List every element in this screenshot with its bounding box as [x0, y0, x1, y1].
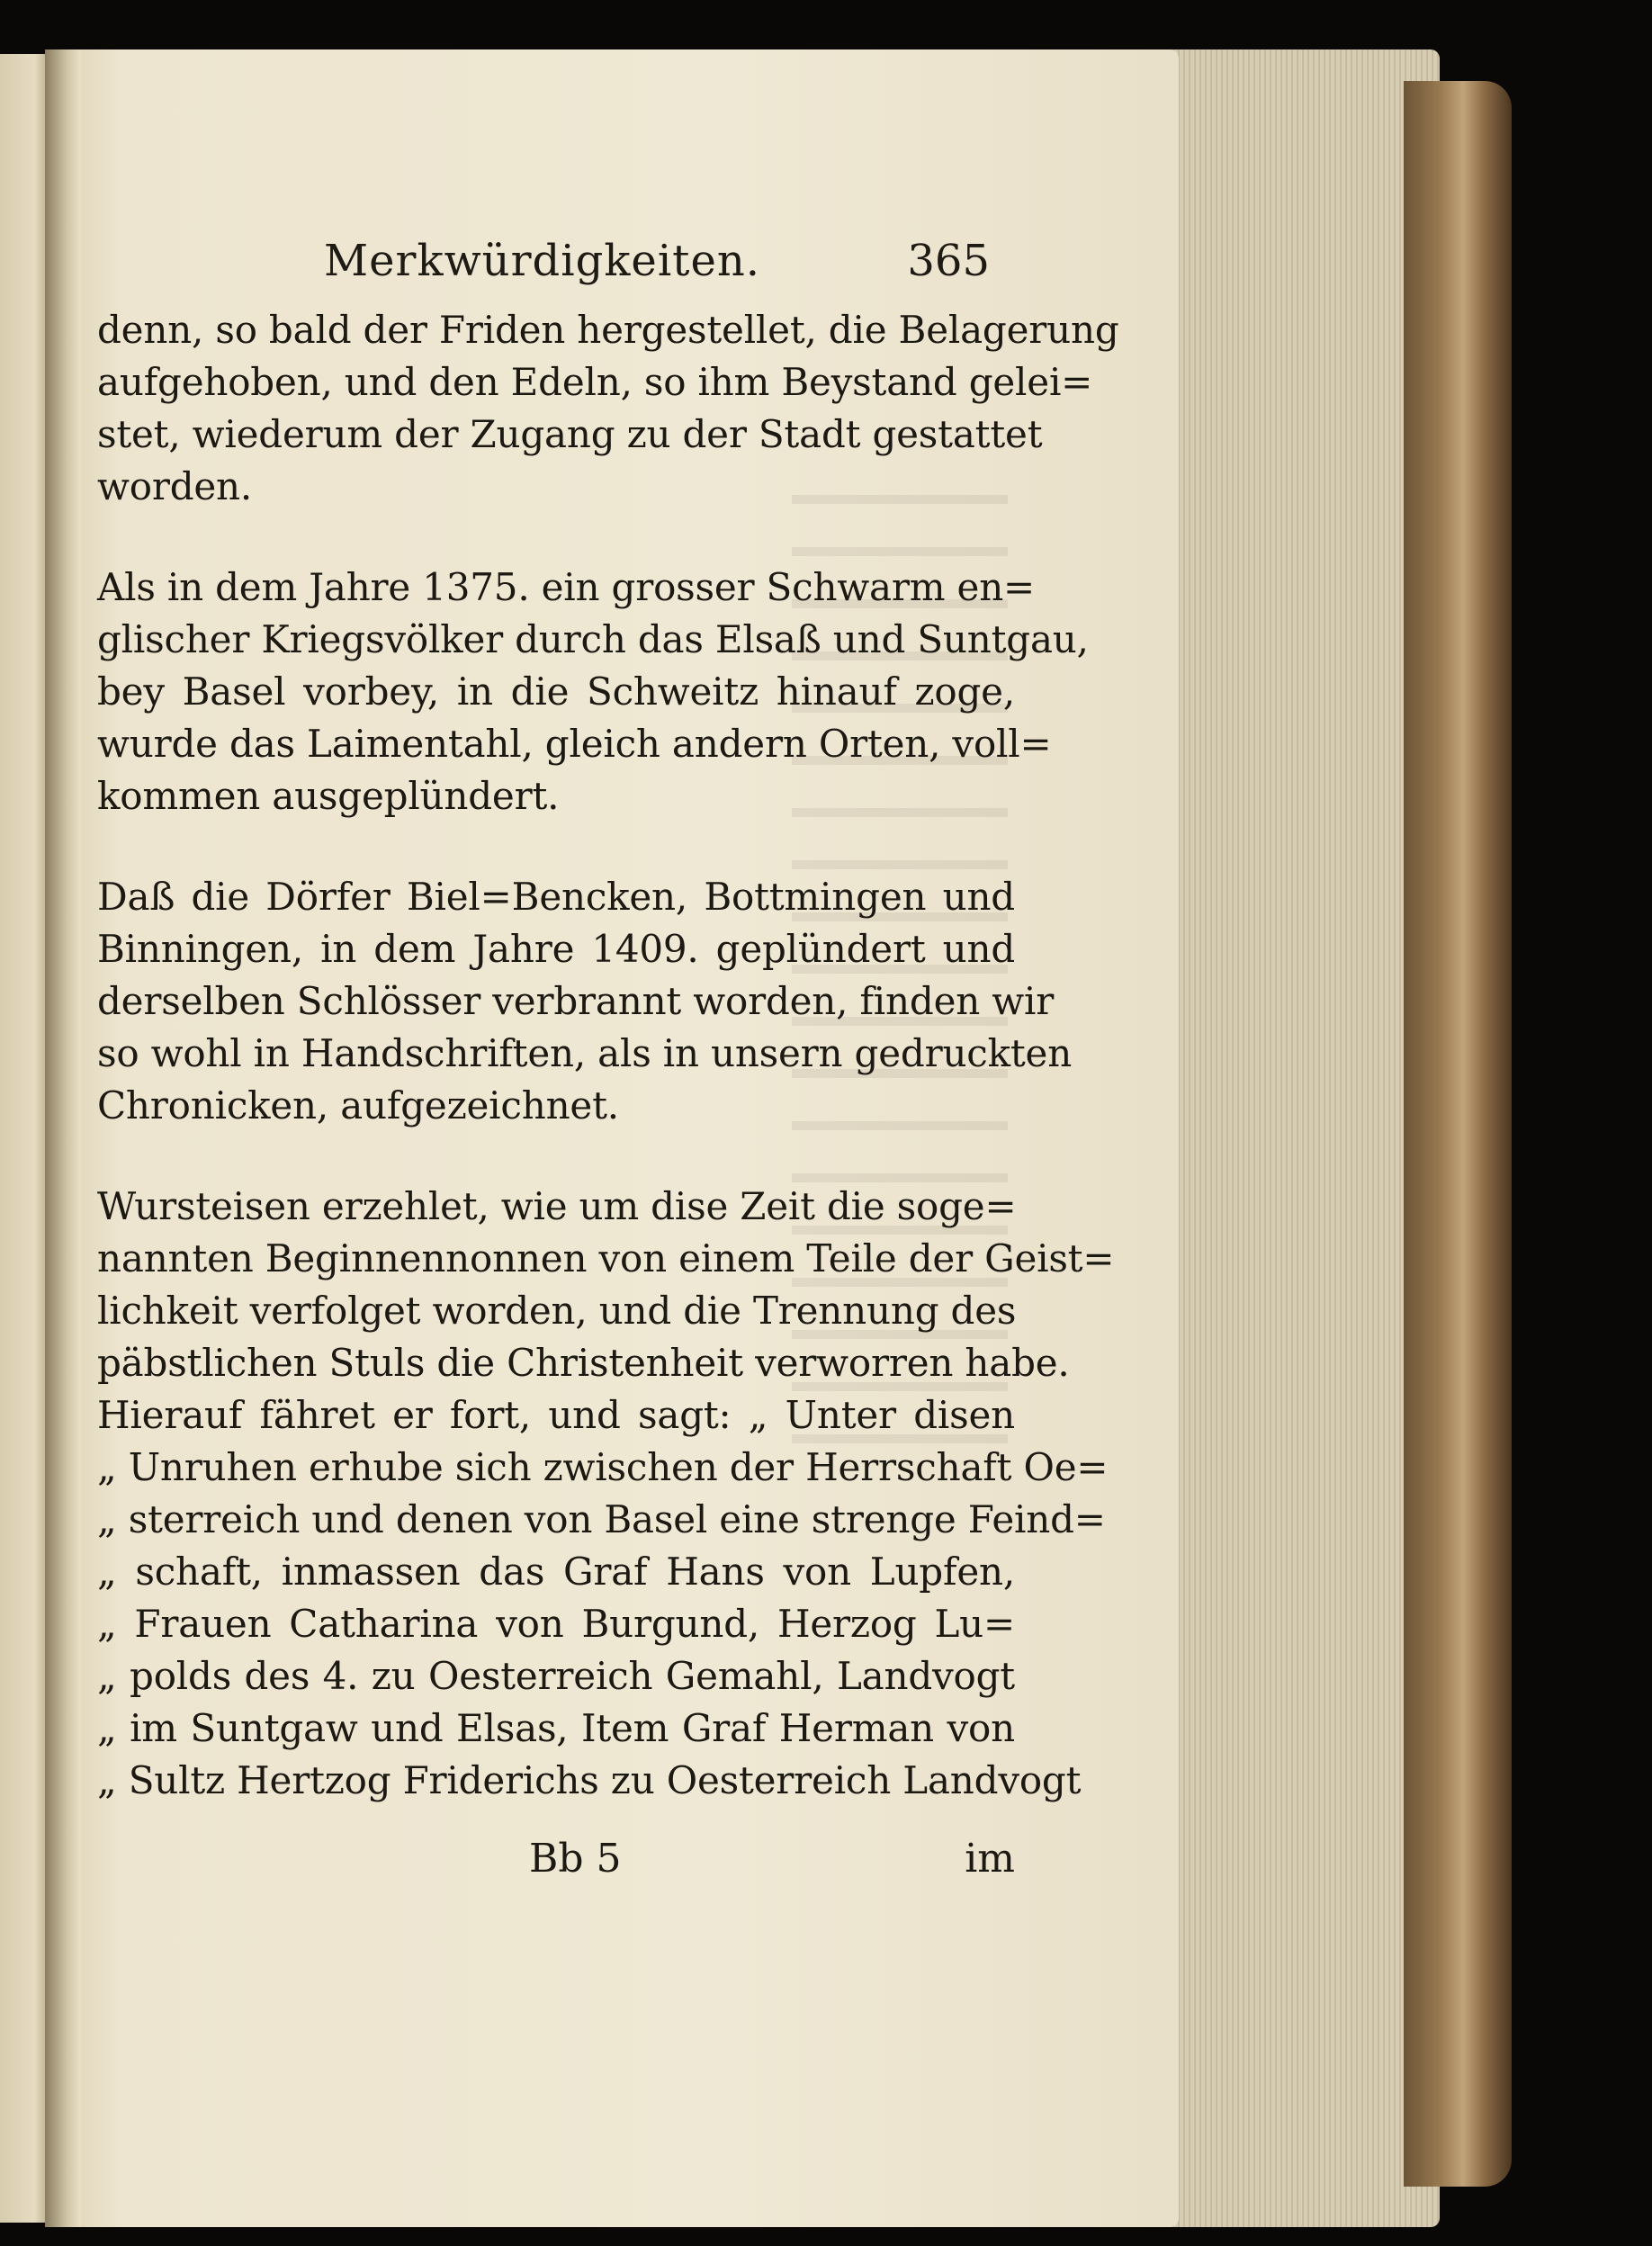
page-number: 365	[907, 236, 990, 286]
paragraph	[97, 871, 1073, 1132]
gutter	[45, 49, 81, 2227]
text-line: „ polds des 4. zu Oesterreich Gemahl, Landvogt	[97, 1654, 1015, 1698]
text-line: Binningen, in dem Jahre 1409. geplündert und	[97, 927, 1015, 971]
signature-mark: Bb 5	[529, 1836, 622, 1882]
text-line: „ Unruhen erhube sich zwischen der Herrschaft Oe=	[97, 1445, 1109, 1489]
text-line: stet, wiederum der Zugang zu der Stadt gestattet	[97, 412, 1043, 456]
text-line: lichkeit verfolget worden, und die Trennung des	[97, 1289, 1017, 1333]
text-line: päbstlichen Stuls die Christenheit verworren habe.	[97, 1341, 1070, 1385]
text-line: Wursteisen erzehlet, wie um dise Zeit die soge=	[97, 1184, 1017, 1228]
text-line: so wohl in Handschriften, als in unsern gedruckten	[97, 1031, 1073, 1075]
text-line: Hierauf fähret er fort, und sagt: „ Unter disen	[97, 1393, 1015, 1437]
page-footer	[97, 1836, 1015, 1890]
paragraph	[97, 562, 1089, 822]
text-line: derselben Schlösser verbrannt worden, finden wir	[97, 979, 1055, 1023]
text-line: nannten Beginnennonnen von einem Teile der Geist=	[97, 1236, 1115, 1280]
page-block-edges	[1170, 49, 1440, 2227]
text-line: „ schaft, inmassen das Graf Hans von Lupfen,	[97, 1550, 1015, 1594]
leather-cover	[1404, 81, 1512, 2187]
running-title: Merkwürdigkeiten.	[324, 236, 761, 286]
text-line: Daß die Dörfer Biel=Bencken, Bottmingen und	[97, 875, 1015, 919]
text-line: Chronicken, aufgezeichnet.	[97, 1083, 619, 1127]
text-line: glischer Kriegsvölker durch das Elsaß und Suntgau,	[97, 617, 1089, 661]
text-line: worden.	[97, 464, 253, 508]
text-line: wurde das Laimentahl, gleich andern Orten, voll=	[97, 722, 1052, 766]
text-line: kommen ausgeplündert.	[97, 774, 560, 818]
text-line: „ sterreich und denen von Basel eine strenge Feind=	[97, 1497, 1106, 1541]
text-line: denn, so bald der Friden hergestellet, die Belagerung	[97, 308, 1119, 352]
text-line: „ Sultz Hertzog Friderichs zu Oesterreich Landvogt	[97, 1758, 1082, 1802]
text-line: „ im Suntgaw und Elsas, Item Graf Herman von	[97, 1706, 1015, 1750]
text-block	[97, 304, 1119, 1807]
paragraph	[97, 1181, 1115, 1807]
text-line: aufgehoben, und den Edeln, so ihm Beystand gelei=	[97, 360, 1093, 404]
text-line: bey Basel vorbey, in die Schweitz hinauf zoge,	[97, 669, 1015, 714]
catchword: im	[965, 1836, 1015, 1882]
facing-page-edge	[0, 54, 49, 2223]
text-line: Als in dem Jahre 1375. ein grosser Schwarm en=	[97, 565, 1036, 609]
running-head	[324, 236, 990, 308]
paragraph	[97, 304, 1119, 513]
text-line: „ Frauen Catharina von Burgund, Herzog Lu=	[97, 1602, 1015, 1646]
